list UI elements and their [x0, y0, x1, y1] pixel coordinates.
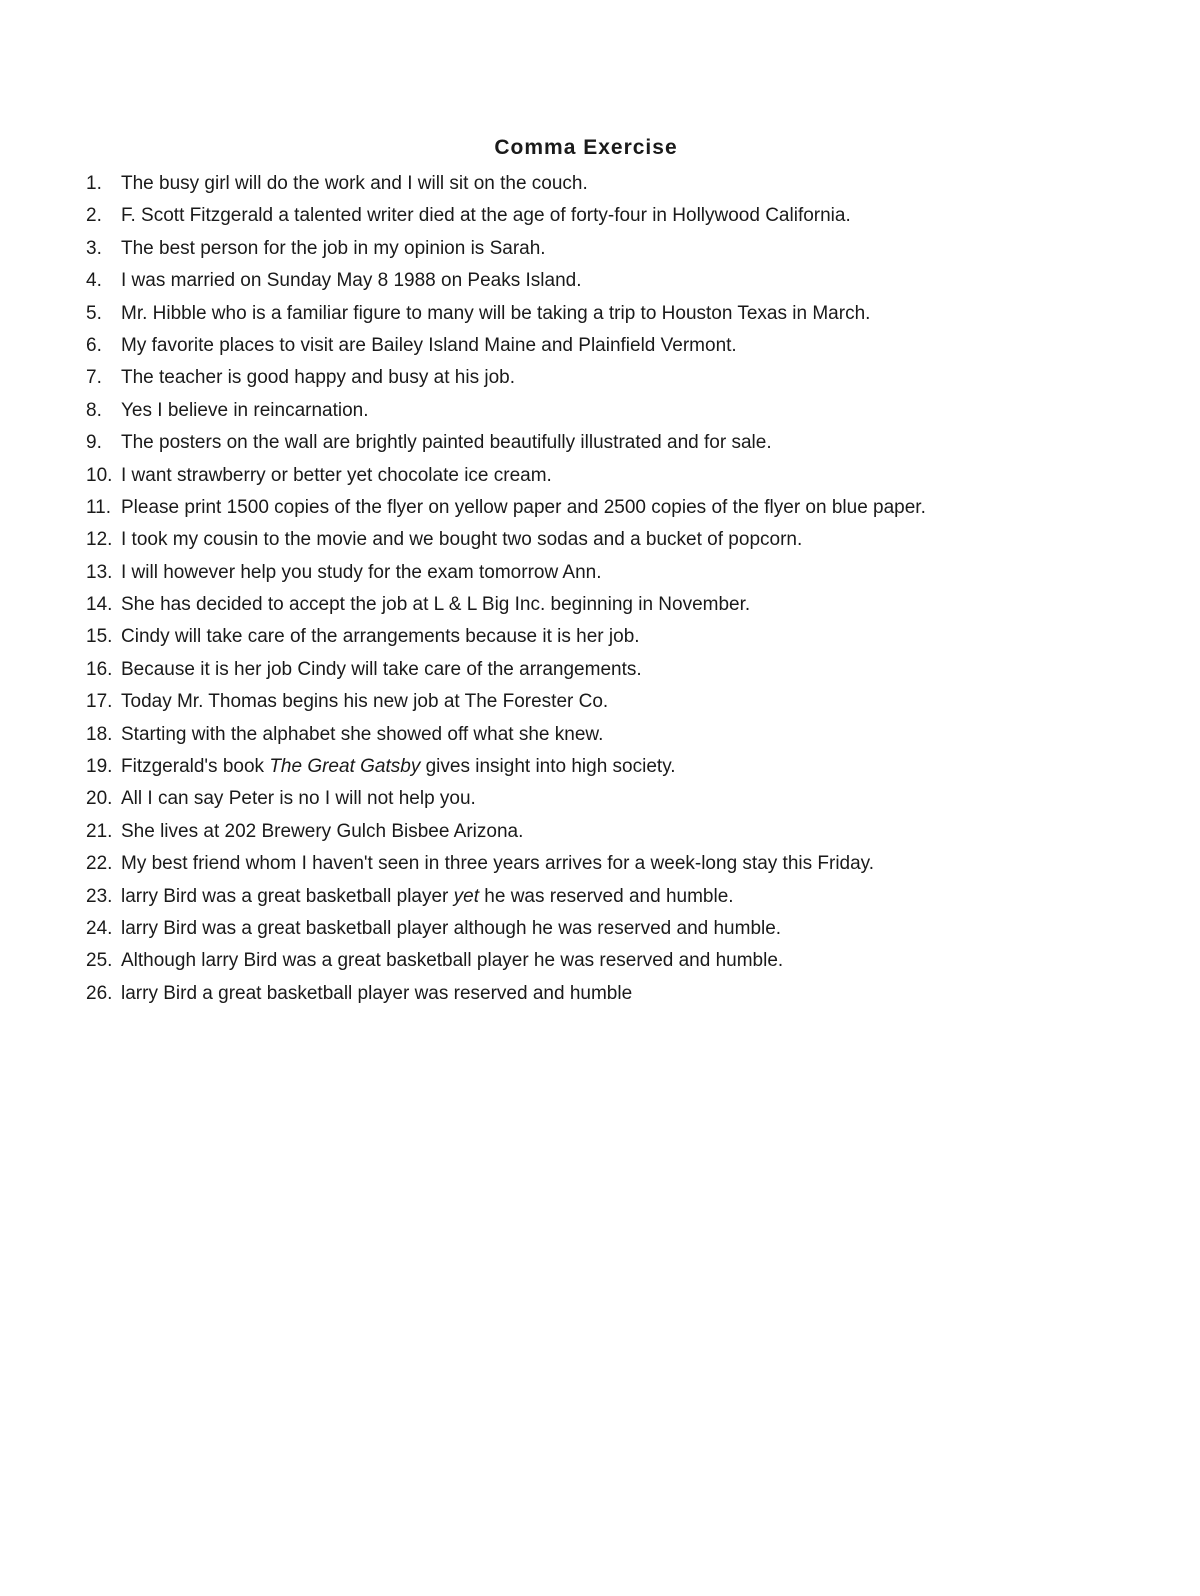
- sentence-text: Because it is her job Cindy will take care of the arrangements.: [121, 658, 642, 680]
- sentence-text: larry Bird a great basketball player was reserved and humble: [121, 982, 633, 1004]
- item-number: 16.: [86, 658, 113, 680]
- exercise-item: [86, 913, 1166, 945]
- item-number: 10.: [86, 464, 113, 486]
- item-sentence: [121, 913, 781, 945]
- sentence-text: Starting with the alphabet she showed off what she knew.: [121, 723, 604, 745]
- item-sentence: [121, 557, 602, 589]
- sentence-text: My favorite places to visit are Bailey Island Maine and Plainfield Vermont.: [121, 334, 737, 356]
- item-sentence: [121, 978, 632, 1010]
- item-number: 6.: [86, 334, 102, 356]
- item-sentence: [121, 200, 851, 232]
- sentence-text: She has decided to accept the job at L & L Big Inc. beginning in November.: [121, 594, 751, 616]
- italic-text: The Great Gatsby: [269, 756, 421, 778]
- sentence-text: Fitzgerald's book: [121, 756, 270, 778]
- sentence-text: he was reserved and humble.: [479, 885, 734, 907]
- sentence-text: Please print 1500 copies of the flyer on yellow paper and 2500 copies of the flyer on blue paper.: [121, 496, 926, 518]
- sentence-text: gives insight into high society.: [420, 756, 676, 778]
- item-number: 12.: [86, 529, 113, 551]
- item-sentence: [121, 945, 783, 977]
- item-number: 11.: [86, 496, 112, 518]
- item-number: 2.: [86, 205, 102, 227]
- item-sentence: [121, 460, 552, 492]
- item-sentence: [121, 492, 926, 524]
- item-number: 25.: [86, 950, 113, 972]
- item-sentence: [121, 719, 603, 751]
- exercise-item: [86, 233, 1166, 265]
- sentence-text: F. Scott Fitzgerald a talented writer died at the age of forty-four in Hollywood California.: [121, 205, 851, 227]
- sentence-text: My best friend whom I haven't seen in three years arrives for a week-long stay this Friday.: [121, 853, 875, 875]
- item-number: 22.: [86, 853, 113, 875]
- item-sentence: [121, 524, 802, 556]
- sentence-text: I took my cousin to the movie and we bought two sodas and a bucket of popcorn.: [121, 529, 803, 551]
- exercise-item: [86, 945, 1166, 977]
- exercise-item: [86, 298, 1166, 330]
- item-number: 13.: [86, 561, 113, 583]
- item-sentence: [121, 395, 369, 427]
- sentence-text: I will however help you study for the exam tomorrow Ann.: [121, 561, 602, 583]
- sentence-text: I want strawberry or better yet chocolate ice cream.: [121, 464, 552, 486]
- item-number: 7.: [86, 367, 102, 389]
- exercise-item: [86, 168, 1166, 200]
- item-sentence: [121, 589, 750, 621]
- exercise-item: [86, 816, 1166, 848]
- sentence-text: Although larry Bird was a great basketball player he was reserved and humble.: [121, 950, 784, 972]
- sentence-text: Cindy will take care of the arrangements because it is her job.: [121, 626, 640, 648]
- exercise-item: [86, 524, 1166, 556]
- item-number: 15.: [86, 626, 113, 648]
- item-number: 26.: [86, 982, 113, 1004]
- sentence-text: Mr. Hibble who is a familiar figure to many will be taking a trip to Houston Texas in March.: [121, 302, 871, 324]
- sentence-text: larry Bird was a great basketball player although he was reserved and humble.: [121, 917, 782, 939]
- exercise-item: [86, 265, 1166, 297]
- sentence-text: larry Bird was a great basketball player: [121, 885, 454, 907]
- item-sentence: [121, 330, 737, 362]
- exercise-item: [86, 330, 1166, 362]
- exercise-list: [86, 168, 1166, 1010]
- item-sentence: [121, 783, 476, 815]
- italic-text: yet: [453, 885, 480, 907]
- exercise-item: [86, 848, 1166, 880]
- exercise-item: [86, 362, 1166, 394]
- item-number: 4.: [86, 270, 102, 292]
- item-number: 23.: [86, 885, 113, 907]
- item-sentence: [121, 168, 588, 200]
- item-number: 14.: [86, 594, 113, 616]
- item-number: 5.: [86, 302, 102, 324]
- item-sentence: [121, 298, 870, 330]
- exercise-item: [86, 783, 1166, 815]
- item-sentence: [121, 265, 581, 297]
- sentence-text: Yes I believe in reincarnation.: [121, 399, 369, 421]
- item-sentence: [121, 233, 546, 265]
- exercise-item: [86, 978, 1166, 1010]
- item-number: 24.: [86, 917, 113, 939]
- sentence-text: Today Mr. Thomas begins his new job at The Forester Co.: [121, 691, 609, 713]
- item-number: 1.: [86, 173, 102, 194]
- item-sentence: [121, 654, 642, 686]
- item-sentence: [121, 362, 515, 394]
- item-sentence: [121, 816, 523, 848]
- exercise-item: [86, 557, 1166, 589]
- exercise-item: [86, 427, 1166, 459]
- item-sentence: [121, 848, 874, 880]
- item-number: 21.: [86, 820, 113, 842]
- exercise-item: [86, 589, 1166, 621]
- item-sentence: [121, 427, 772, 459]
- item-sentence: [121, 881, 734, 913]
- sentence-text: The best person for the job in my opinion is Sarah.: [121, 237, 546, 259]
- exercise-item: [86, 621, 1166, 653]
- item-number: 20.: [86, 788, 113, 810]
- item-number: 17.: [86, 691, 113, 713]
- sentence-text: The teacher is good happy and busy at his job.: [121, 367, 515, 389]
- exercise-item: [86, 460, 1166, 492]
- exercise-item: [86, 654, 1166, 686]
- sentence-text: She lives at 202 Brewery Gulch Bisbee Arizona.: [121, 820, 524, 842]
- item-number: 18.: [86, 723, 113, 745]
- item-number: 8.: [86, 399, 102, 421]
- sentence-text: I was married on Sunday May 8 1988 on Peaks Island.: [121, 270, 582, 292]
- exercise-item: [86, 881, 1166, 913]
- exercise-item: [86, 492, 1166, 524]
- sentence-text: All I can say Peter is no I will not help you.: [121, 788, 476, 810]
- sentence-text: The posters on the wall are brightly painted beautifully illustrated and for sale.: [121, 432, 772, 454]
- exercise-item: [86, 395, 1166, 427]
- sentence-text: The busy girl will do the work and I will sit on the couch.: [121, 173, 588, 194]
- exercise-item: [86, 719, 1166, 751]
- exercise-item: [86, 686, 1166, 718]
- item-sentence: [121, 621, 640, 653]
- item-number: 3.: [86, 237, 102, 259]
- exercise-item: [86, 200, 1166, 232]
- item-number: 9.: [86, 432, 102, 454]
- item-sentence: [121, 751, 676, 783]
- page-title: Comma Exercise: [494, 136, 678, 159]
- exercise-item: [86, 751, 1166, 783]
- item-sentence: [121, 686, 608, 718]
- item-number: 19.: [86, 756, 113, 778]
